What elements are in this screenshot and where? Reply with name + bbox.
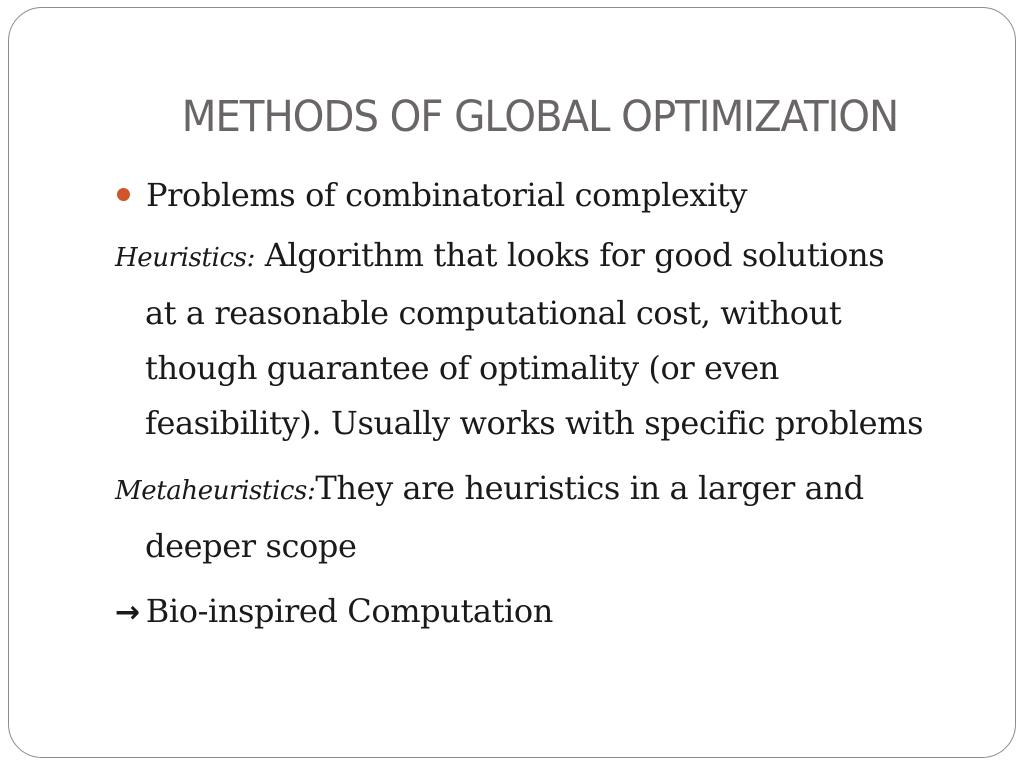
heuristics-line-1 bbox=[115, 228, 995, 286]
heuristics-term: Heuristics: bbox=[115, 243, 255, 273]
bullet-dot-icon bbox=[117, 188, 130, 201]
metaheuristics-line-2: deeper scope bbox=[145, 527, 357, 565]
metaheuristics-line-1 bbox=[115, 461, 995, 519]
slide-title: METHODS OF GLOBAL OPTIMIZATION bbox=[181, 92, 899, 142]
heuristics-line-3: though guarantee of optimality (or even bbox=[145, 349, 779, 387]
heuristics-line-2: at a reasonable computational cost, without bbox=[145, 294, 842, 332]
right-arrow-icon: → bbox=[115, 595, 140, 630]
metaheuristics-paragraph bbox=[115, 461, 995, 574]
heuristics-line-4: feasibility). Usually works with specific problems bbox=[145, 404, 924, 442]
bullet-text: Problems of combinatorial complexity bbox=[146, 176, 748, 214]
heuristics-paragraph bbox=[115, 228, 995, 451]
conclusion-text: Bio-inspired Computation bbox=[145, 592, 553, 630]
slide-content bbox=[115, 168, 995, 640]
conclusion-line bbox=[115, 584, 995, 640]
heuristics-text-1: Algorithm that looks for good solutions bbox=[264, 236, 885, 274]
metaheuristics-term: Metaheuristics: bbox=[115, 476, 316, 506]
bullet-item bbox=[115, 168, 995, 223]
metaheuristics-text-1: They are heuristics in a larger and bbox=[315, 469, 864, 507]
